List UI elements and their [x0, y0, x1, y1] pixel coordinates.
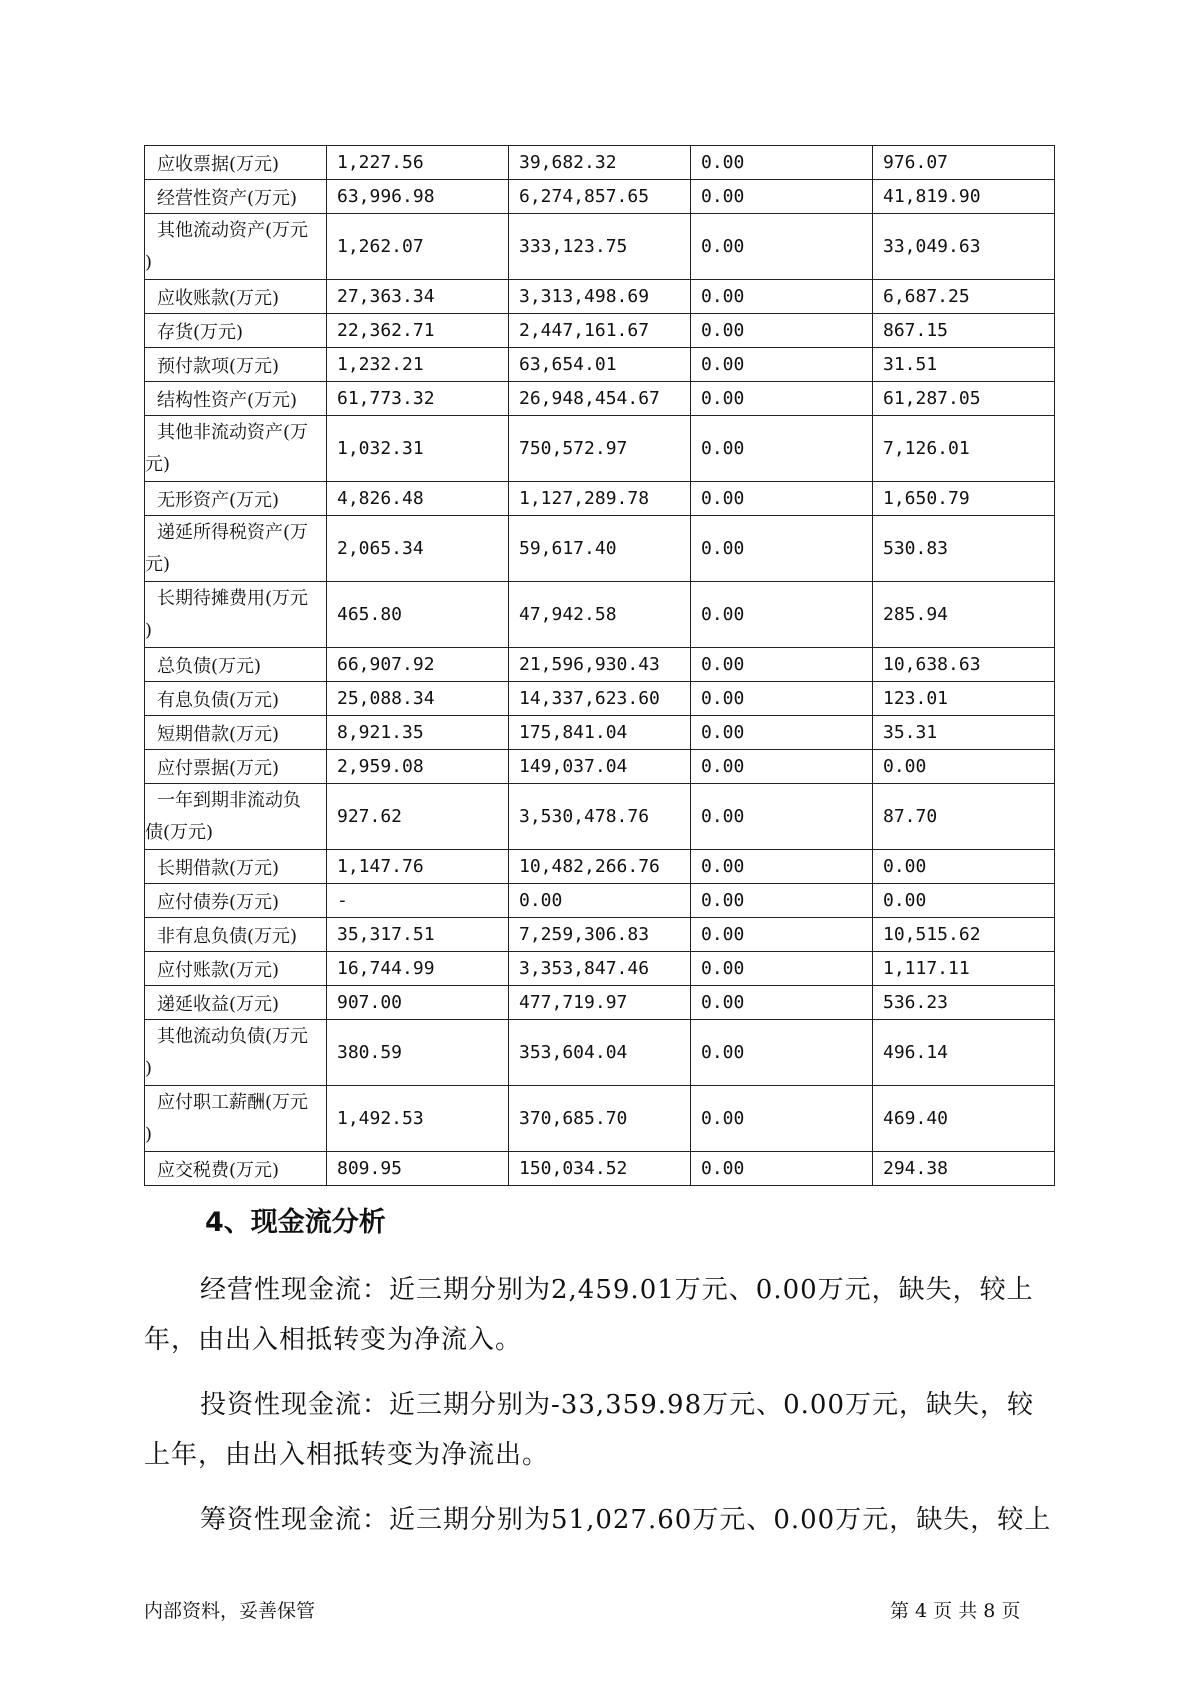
cell-value: 0.00 [691, 682, 873, 716]
table-row [145, 416, 1055, 482]
row-label-line2: 债(万元) [145, 821, 214, 843]
cell-value: 1,650.79 [873, 482, 1055, 516]
table-row [145, 146, 1055, 180]
row-label: 预付款项(万元) [145, 348, 327, 382]
row-label-line2: ) [145, 619, 153, 641]
cell-value: 0.00 [691, 582, 873, 648]
row-label: 应付债券(万元) [145, 884, 327, 918]
table-row [145, 348, 1055, 382]
cell-value: 0.00 [691, 1152, 873, 1186]
cell-value: 0.00 [873, 850, 1055, 884]
cell-value: 465.80 [327, 582, 509, 648]
cell-value: 61,287.05 [873, 382, 1055, 416]
cell-value: 0.00 [691, 482, 873, 516]
table-row [145, 918, 1055, 952]
cell-value: 14,337,623.60 [509, 682, 691, 716]
row-label: 应收账款(万元) [145, 280, 327, 314]
cell-value: 2,959.08 [327, 750, 509, 784]
table-row [145, 884, 1055, 918]
cell-value: 87.70 [873, 784, 1055, 850]
row-label-line1: 递延所得税资产(万 [157, 521, 309, 543]
cell-value: 123.01 [873, 682, 1055, 716]
table-row [145, 682, 1055, 716]
cell-value: 25,088.34 [327, 682, 509, 716]
cell-value: 63,654.01 [509, 348, 691, 382]
cell-value: 47,942.58 [509, 582, 691, 648]
cell-value: 66,907.92 [327, 648, 509, 682]
cell-value: 536.23 [873, 986, 1055, 1020]
cell-value: 285.94 [873, 582, 1055, 648]
paragraph-operating-cashflow [144, 1265, 1054, 1365]
cell-value: 6,687.25 [873, 280, 1055, 314]
row-label: 应收票据(万元) [145, 146, 327, 180]
cell-value: 7,259,306.83 [509, 918, 691, 952]
paragraph-text: 投资性现金流：近三期分别为-33,359.98万元、0.00万元，缺失，较上年，由出入相抵转变为净流出。 [144, 1390, 1034, 1470]
table-row [145, 716, 1055, 750]
cell-value: 0.00 [691, 850, 873, 884]
cell-value: - [327, 884, 509, 918]
cell-value: 1,127,289.78 [509, 482, 691, 516]
table-row [145, 1152, 1055, 1186]
cell-value: 33,049.63 [873, 214, 1055, 280]
cell-value: 1,262.07 [327, 214, 509, 280]
row-label [145, 784, 327, 850]
cell-value: 150,034.52 [509, 1152, 691, 1186]
cell-value: 3,313,498.69 [509, 280, 691, 314]
cell-value: 27,363.34 [327, 280, 509, 314]
cell-value: 10,638.63 [873, 648, 1055, 682]
table-row [145, 952, 1055, 986]
cell-value: 867.15 [873, 314, 1055, 348]
table-row [145, 382, 1055, 416]
cell-value: 0.00 [691, 180, 873, 214]
table-row [145, 314, 1055, 348]
cell-value: 59,617.40 [509, 516, 691, 582]
cell-value: 477,719.97 [509, 986, 691, 1020]
cell-value: 39,682.32 [509, 146, 691, 180]
row-label-line1: 其他流动负债(万元 [157, 1025, 309, 1047]
row-label [145, 1086, 327, 1152]
cell-value: 333,123.75 [509, 214, 691, 280]
cell-value: 10,482,266.76 [509, 850, 691, 884]
cell-value: 0.00 [691, 784, 873, 850]
cell-value: 4,826.48 [327, 482, 509, 516]
cell-value: 26,948,454.67 [509, 382, 691, 416]
row-label [145, 582, 327, 648]
cell-value: 907.00 [327, 986, 509, 1020]
cell-value: 22,362.71 [327, 314, 509, 348]
cell-value: 0.00 [691, 516, 873, 582]
cell-value: 7,126.01 [873, 416, 1055, 482]
row-label [145, 516, 327, 582]
row-label-line1: 长期待摊费用(万元 [157, 587, 309, 609]
page-number: 第 4 页 共 8 页 [890, 1600, 1021, 1622]
cell-value: 0.00 [873, 750, 1055, 784]
table-row [145, 214, 1055, 280]
row-label-line1: 其他非流动资产(万 [157, 421, 309, 443]
cell-value: 0.00 [691, 416, 873, 482]
row-label-line2: ) [145, 1057, 153, 1079]
cell-value: 21,596,930.43 [509, 648, 691, 682]
row-label: 有息负债(万元) [145, 682, 327, 716]
row-label [145, 416, 327, 482]
paragraph-text: 经营性现金流：近三期分别为2,459.01万元、0.00万元，缺失，较上年，由出入相抵转变为净流入。 [144, 1275, 1034, 1355]
cell-value: 353,604.04 [509, 1020, 691, 1086]
row-label: 总负债(万元) [145, 648, 327, 682]
table-row [145, 280, 1055, 314]
row-label-line2: ) [145, 1123, 153, 1145]
cell-value: 1,227.56 [327, 146, 509, 180]
cell-value: 1,492.53 [327, 1086, 509, 1152]
cell-value: 0.00 [691, 146, 873, 180]
table-row [145, 750, 1055, 784]
cell-value: 61,773.32 [327, 382, 509, 416]
cell-value: 41,819.90 [873, 180, 1055, 214]
row-label-line1: 其他流动资产(万元 [157, 219, 309, 241]
cell-value: 809.95 [327, 1152, 509, 1186]
table-row [145, 582, 1055, 648]
table-row [145, 482, 1055, 516]
cell-value: 927.62 [327, 784, 509, 850]
table-row [145, 986, 1055, 1020]
cell-value: 0.00 [873, 884, 1055, 918]
row-label-line1: 一年到期非流动负 [157, 789, 301, 811]
cell-value: 6,274,857.65 [509, 180, 691, 214]
table-row [145, 648, 1055, 682]
cell-value: 0.00 [691, 884, 873, 918]
cell-value: 0.00 [691, 952, 873, 986]
cell-value: 0.00 [691, 382, 873, 416]
row-label: 长期借款(万元) [145, 850, 327, 884]
cell-value: 370,685.70 [509, 1086, 691, 1152]
cell-value: 469.40 [873, 1086, 1055, 1152]
cell-value: 3,353,847.46 [509, 952, 691, 986]
paragraph-investing-cashflow [144, 1380, 1054, 1480]
cell-value: 0.00 [691, 314, 873, 348]
table-row [145, 784, 1055, 850]
table-row [145, 1086, 1055, 1152]
paragraph-financing-cashflow [144, 1495, 1054, 1545]
cell-value: 35,317.51 [327, 918, 509, 952]
cell-value: 0.00 [509, 884, 691, 918]
financial-table [144, 145, 1055, 1186]
cell-value: 294.38 [873, 1152, 1055, 1186]
cell-value: 1,032.31 [327, 416, 509, 482]
paragraph-text: 筹资性现金流：近三期分别为51,027.60万元、0.00万元，缺失，较上 [200, 1505, 1052, 1535]
cell-value: 0.00 [691, 1020, 873, 1086]
cell-value: 8,921.35 [327, 716, 509, 750]
row-label: 短期借款(万元) [145, 716, 327, 750]
table-row [145, 1020, 1055, 1086]
cell-value: 380.59 [327, 1020, 509, 1086]
footer-note: 内部资料，妥善保管 [144, 1600, 316, 1622]
cell-value: 3,530,478.76 [509, 784, 691, 850]
cell-value: 0.00 [691, 648, 873, 682]
row-label: 应付账款(万元) [145, 952, 327, 986]
cell-value: 2,065.34 [327, 516, 509, 582]
cell-value: 0.00 [691, 918, 873, 952]
cell-value: 2,447,161.67 [509, 314, 691, 348]
row-label-line2: ) [145, 251, 153, 273]
cell-value: 530.83 [873, 516, 1055, 582]
row-label: 递延收益(万元) [145, 986, 327, 1020]
cell-value: 0.00 [691, 716, 873, 750]
cell-value: 750,572.97 [509, 416, 691, 482]
cell-value: 0.00 [691, 214, 873, 280]
cell-value: 0.00 [691, 348, 873, 382]
row-label [145, 1020, 327, 1086]
cell-value: 0.00 [691, 1086, 873, 1152]
cell-value: 149,037.04 [509, 750, 691, 784]
row-label: 应交税费(万元) [145, 1152, 327, 1186]
section-heading: 4、现金流分析 [205, 1207, 386, 1238]
cell-value: 31.51 [873, 348, 1055, 382]
cell-value: 496.14 [873, 1020, 1055, 1086]
row-label-line1: 应付职工薪酬(万元 [157, 1091, 309, 1113]
table-row [145, 516, 1055, 582]
row-label: 结构性资产(万元) [145, 382, 327, 416]
row-label-line2: 元) [145, 453, 171, 475]
cell-value: 16,744.99 [327, 952, 509, 986]
row-label: 非有息负债(万元) [145, 918, 327, 952]
row-label: 无形资产(万元) [145, 482, 327, 516]
cell-value: 10,515.62 [873, 918, 1055, 952]
table-row [145, 850, 1055, 884]
cell-value: 63,996.98 [327, 180, 509, 214]
row-label: 经营性资产(万元) [145, 180, 327, 214]
cell-value: 1,147.76 [327, 850, 509, 884]
cell-value: 35.31 [873, 716, 1055, 750]
row-label [145, 214, 327, 280]
row-label: 应付票据(万元) [145, 750, 327, 784]
cell-value: 175,841.04 [509, 716, 691, 750]
cell-value: 1,232.21 [327, 348, 509, 382]
cell-value: 976.07 [873, 146, 1055, 180]
cell-value: 0.00 [691, 280, 873, 314]
row-label-line2: 元) [145, 553, 171, 575]
cell-value: 0.00 [691, 986, 873, 1020]
table-row [145, 180, 1055, 214]
row-label: 存货(万元) [145, 314, 327, 348]
cell-value: 1,117.11 [873, 952, 1055, 986]
cell-value: 0.00 [691, 750, 873, 784]
